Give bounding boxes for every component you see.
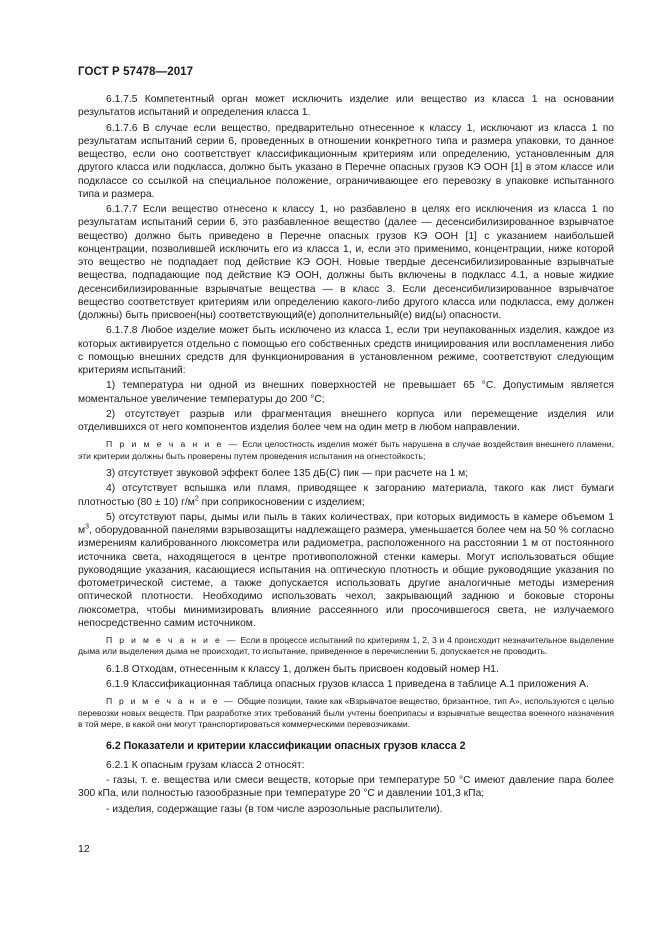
note-2 — [78, 635, 614, 658]
paragraph-6-2-1: 6.2.1 К опасным грузам класса 2 относят: — [106, 759, 305, 771]
document-header: ГОСТ Р 57478—2017 — [78, 66, 194, 78]
note-label: П р и м е ч а н и е — — [106, 696, 235, 707]
criterion-1: 1) температура ни одной из внешних поверхностей не превышает 65 °С. Допустимым является моментальное увеличение температуры до 200 °С; — [78, 380, 614, 405]
note-1 — [78, 439, 614, 462]
document-body — [78, 93, 614, 818]
note-label: П р и м е ч а н и е — — [106, 439, 240, 450]
list-item-gases: - газы, т. е. вещества или смеси веществ, которые при температуре 50 °С имеют давление пара более 300 кПа, или полностью газообразные при температуре 20 °С и давлении 101,3 кПа; — [78, 775, 614, 800]
paragraph-6-1-7-8: 6.1.7.8 Любое изделие может быть исключено из класса 1, если три неупакованных изделия, каждое из которых активируется отдельно с помощью его собственных средств инициирования или воспламенения либо с помощью внешних средств для функционирования в установленном режиме, соответствуют следующим критериям испытаний: — [78, 325, 614, 376]
list-item-gas-articles: - изделия, содержащие газы (в том числе аэрозольные распылители). — [106, 803, 443, 815]
paragraph-6-1-9: 6.1.9 Классификационная таблица опасных грузов класса 1 приведена в таблице А.1 приложения А. — [106, 679, 589, 691]
note-3 — [78, 696, 614, 730]
criterion-4: 4) отсутствует вспышка или пламя, приводящее к загоранию материала, такого как лист бумаги плотностью (80 ± 10) $г/м^2$ при соприкосновении с изделием; — [78, 483, 614, 508]
paragraph-6-1-7-5: 6.1.7.5 Компетентный орган может исключить изделие или вещество из класса 1 на основании результатов испытаний и определения класса 1. — [78, 94, 614, 119]
criterion-3: 3) отсутствует звуковой эффект более 135 дБ(С) пик — при расчете на 1 м; — [106, 468, 469, 480]
note-label: П р и м е ч а н и е — — [106, 635, 238, 646]
criterion-5: 5) отсутствуют пары, дымы или пыль в таких количествах, при которых видимость в камере объемом 1 $м^3$, оборудованной панелями взрывозащиты надлежащего размера, уменьшается более чем на 50 % согласно измерениям калиброванного люксометра или радиометра, расположенного на расстоянии 1 м от постоянного источника света, находящегося в центре противоположной стенки камеры. Могут использоваться общие руководящие указания, касающиеся испытания на оптическую плотность и общие руководящие указания по фотометрической системе, а также допускается использовать другие аналогичные методы измерения оптической плотности. Необходимо использовать чехол, закрывающий заднюю и боковые стороны люксометра, чтобы минимизировать влияние рассеянного или просочившегося света, не излучаемого непосредственно самим источником. — [78, 511, 614, 629]
paragraph-6-1-7-7: 6.1.7.7 Если вещество отнесено к классу 1, но разбавлено в целях его исключения из класса 1 по результатам испытаний серии 6, это разбавленное вещество (далее — десенсибилизированное взрывчатое вещество) должно быть приведено в Перечне опасных грузов КЭ ООН [1] с указанием наибольшей концентрации, позволившей исключить его из класса 1, и, если это применимо, концентрации, ниже которой это вещество не подпадает под действие КЭ ООН. Новые твердые десенсибилизированные взрывчатые вещества, подпадающие под действие КЭ ООН, должны быть включены в подкласс 4.1, а новые жидкие десенсибилизированные взрывчатые вещества — в класс 3. Если десенсибилизированное взрывчатое вещество соответствует критериям или определению какого-либо другого класса или подкласса, ему должен (должны) быть присвоен(ны) соответствующий(е) дополнительный(е) вид(ы) опасности. — [78, 204, 614, 321]
note-text: Общие позиции, такие как «Взрывчатое вещество, бризантное, тип А», используются с целью перевозки новых веществ. При разработке этих требований были учтены боеприпасы и взрывчатые вещества военного назначения в той мере, в какой они могут транспортироваться коммерческими перевозчиками. — [78, 696, 614, 730]
paragraph-6-1-8: 6.1.8 Отходам, отнесенным к классу 1, должен быть присвоен кодовый номер H1. — [106, 663, 499, 675]
paragraph-6-1-7-6: 6.1.7.6 В случае если вещество, предварительно отнесенное к классу 1, исключают из класса 1 по результатам испытаний серии 6, проведенных в отношении конкретного типа и размера упаковки, то данное вещество, если оно соответствует классификационным критериям или определению, установленным для другого класса или подкласса, должно быть указано в Перечне опасных грузов КЭ ООН [1] в этом классе или подклассе со ссылкой на специальное положение, ограничивающее его перевозку в упаковке испытанного типа и размера. — [78, 122, 614, 200]
note-text: Если целостность изделия может быть нарушена в случае воздействия внешнего пламени, эти критерии должны быть проверены путем проведения испытания на огнестойкость; — [78, 439, 614, 461]
note-text: Если в процессе испытаний по критериям 1, 2, 3 и 4 происходит незначительное выделение дыма или выделения дыма не происходит, то испытание, приведенное в перечислении 5, допускается не проводить. — [78, 635, 615, 657]
page-number: 12 — [78, 843, 90, 855]
section-6-2-heading: 6.2 Показатели и критерии классификации опасных грузов класса 2 — [106, 739, 466, 752]
criterion-2: 2) отсутствует разрыв или фрагментация внешнего корпуса или перемещение изделия или отделившихся от него компонентов изделия более чем на один метр в любом направлении. — [78, 408, 614, 433]
